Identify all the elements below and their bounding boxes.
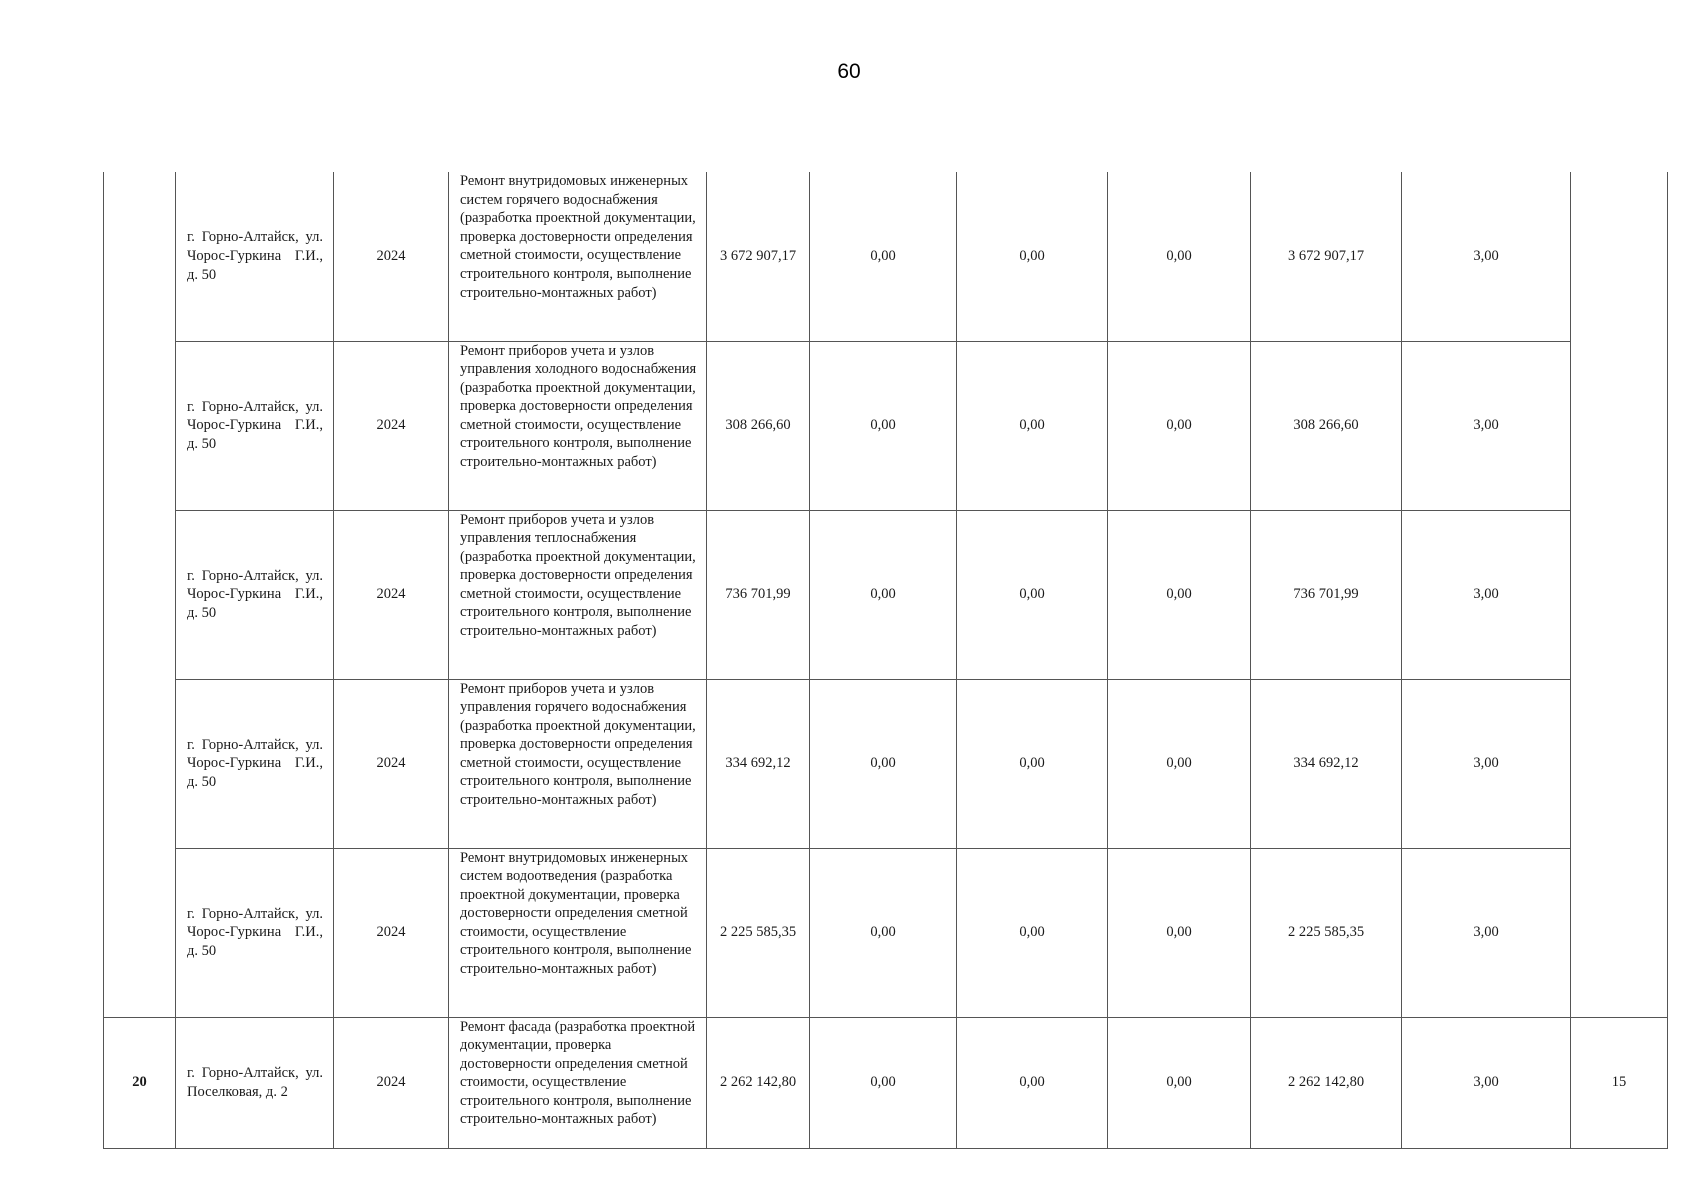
amount-cell: 0,00 — [810, 172, 957, 341]
rate-cell: 3,00 — [1402, 341, 1571, 510]
address-cell: г. Горно-Алтайск, ул. Чорос-Гуркина Г.И., д. 50 — [176, 848, 334, 1017]
amount-cell: 308 266,60 — [1251, 341, 1402, 510]
row-number-cell: 20 — [104, 1017, 176, 1148]
work-type-cell: Ремонт приборов учета и узлов управления горячего водоснабжения (разработка проектной документации, проверка достоверности определения сметной стоимости, осуществление строительного контроля, выполнение строительно-монтажных работ) — [449, 679, 707, 848]
amount-cell: 334 692,12 — [1251, 679, 1402, 848]
rate-cell: 3,00 — [1402, 510, 1571, 679]
work-type-cell: Ремонт внутридомовых инженерных систем водоотведения (разработка проектной документации, проверка достоверности определения сметной стоимости, осуществление строительного контроля, выполнение строительно-монтажных работ) — [449, 848, 707, 1017]
amount-cell: 0,00 — [1108, 848, 1251, 1017]
table-row — [104, 341, 1668, 510]
rate-cell: 3,00 — [1402, 172, 1571, 341]
capital-repair-table — [103, 172, 1668, 1149]
year-cell: 2024 — [334, 679, 449, 848]
amount-cell: 0,00 — [810, 848, 957, 1017]
rate-cell: 3,00 — [1402, 679, 1571, 848]
amount-cell: 2 262 142,80 — [1251, 1017, 1402, 1148]
amount-cell: 0,00 — [810, 679, 957, 848]
total-cost-cell: 308 266,60 — [707, 341, 810, 510]
work-type-cell: Ремонт приборов учета и узлов управления теплоснабжения (разработка проектной документации, проверка достоверности определения сметной стоимости, осуществление строительного контроля, выполнение строительно-монтажных работ) — [449, 510, 707, 679]
amount-cell: 736 701,99 — [1251, 510, 1402, 679]
table-row — [104, 679, 1668, 848]
amount-cell: 0,00 — [810, 341, 957, 510]
amount-cell: 0,00 — [957, 1017, 1108, 1148]
total-cost-cell: 334 692,12 — [707, 679, 810, 848]
year-cell: 2024 — [334, 510, 449, 679]
work-type-cell: Ремонт приборов учета и узлов управления холодного водоснабжения (разработка проектной документации, проверка достоверности определения сметной стоимости, осуществление строительного контроля, выполнение строительно-монтажных работ) — [449, 341, 707, 510]
amount-cell: 0,00 — [957, 172, 1108, 341]
amount-cell: 0,00 — [957, 341, 1108, 510]
total-cost-cell: 3 672 907,17 — [707, 172, 810, 341]
row-number-cell — [104, 172, 176, 1017]
amount-cell: 0,00 — [957, 679, 1108, 848]
amount-cell: 0,00 — [1108, 1017, 1251, 1148]
address-cell: г. Горно-Алтайск, ул. Поселковая, д. 2 — [176, 1017, 334, 1148]
total-cost-cell: 2 262 142,80 — [707, 1017, 810, 1148]
table-row — [104, 172, 1668, 341]
amount-cell: 0,00 — [1108, 341, 1251, 510]
rate-cell: 3,00 — [1402, 848, 1571, 1017]
year-cell: 2024 — [334, 1017, 449, 1148]
amount-cell: 0,00 — [1108, 679, 1251, 848]
year-cell: 2024 — [334, 341, 449, 510]
term-cell: 15 — [1571, 1017, 1668, 1148]
table-row — [104, 848, 1668, 1017]
blank-cell — [1571, 172, 1668, 1017]
total-cost-cell: 736 701,99 — [707, 510, 810, 679]
amount-cell: 0,00 — [957, 848, 1108, 1017]
address-cell: г. Горно-Алтайск, ул. Чорос-Гуркина Г.И., д. 50 — [176, 510, 334, 679]
amount-cell: 0,00 — [957, 510, 1108, 679]
amount-cell: 2 225 585,35 — [1251, 848, 1402, 1017]
amount-cell: 0,00 — [1108, 172, 1251, 341]
page-number: 60 — [837, 60, 861, 83]
table-row — [104, 1017, 1668, 1148]
table-row — [104, 510, 1668, 679]
amount-cell: 0,00 — [810, 510, 957, 679]
work-type-cell: Ремонт фасада (разработка проектной документации, проверка достоверности определения сметной стоимости, осуществление строительного контроля, выполнение строительно-монтажных работ) — [449, 1017, 707, 1148]
total-cost-cell: 2 225 585,35 — [707, 848, 810, 1017]
address-cell: г. Горно-Алтайск, ул. Чорос-Гуркина Г.И., д. 50 — [176, 172, 334, 341]
work-type-cell: Ремонт внутридомовых инженерных систем горячего водоснабжения (разработка проектной документации, проверка достоверности определения сметной стоимости, осуществление строительного контроля, выполнение строительно-монтажных работ) — [449, 172, 707, 341]
year-cell: 2024 — [334, 848, 449, 1017]
amount-cell: 0,00 — [810, 1017, 957, 1148]
amount-cell: 0,00 — [1108, 510, 1251, 679]
rate-cell: 3,00 — [1402, 1017, 1571, 1148]
address-cell: г. Горно-Алтайск, ул. Чорос-Гуркина Г.И., д. 50 — [176, 679, 334, 848]
year-cell: 2024 — [334, 172, 449, 341]
amount-cell: 3 672 907,17 — [1251, 172, 1402, 341]
address-cell: г. Горно-Алтайск, ул. Чорос-Гуркина Г.И., д. 50 — [176, 341, 334, 510]
